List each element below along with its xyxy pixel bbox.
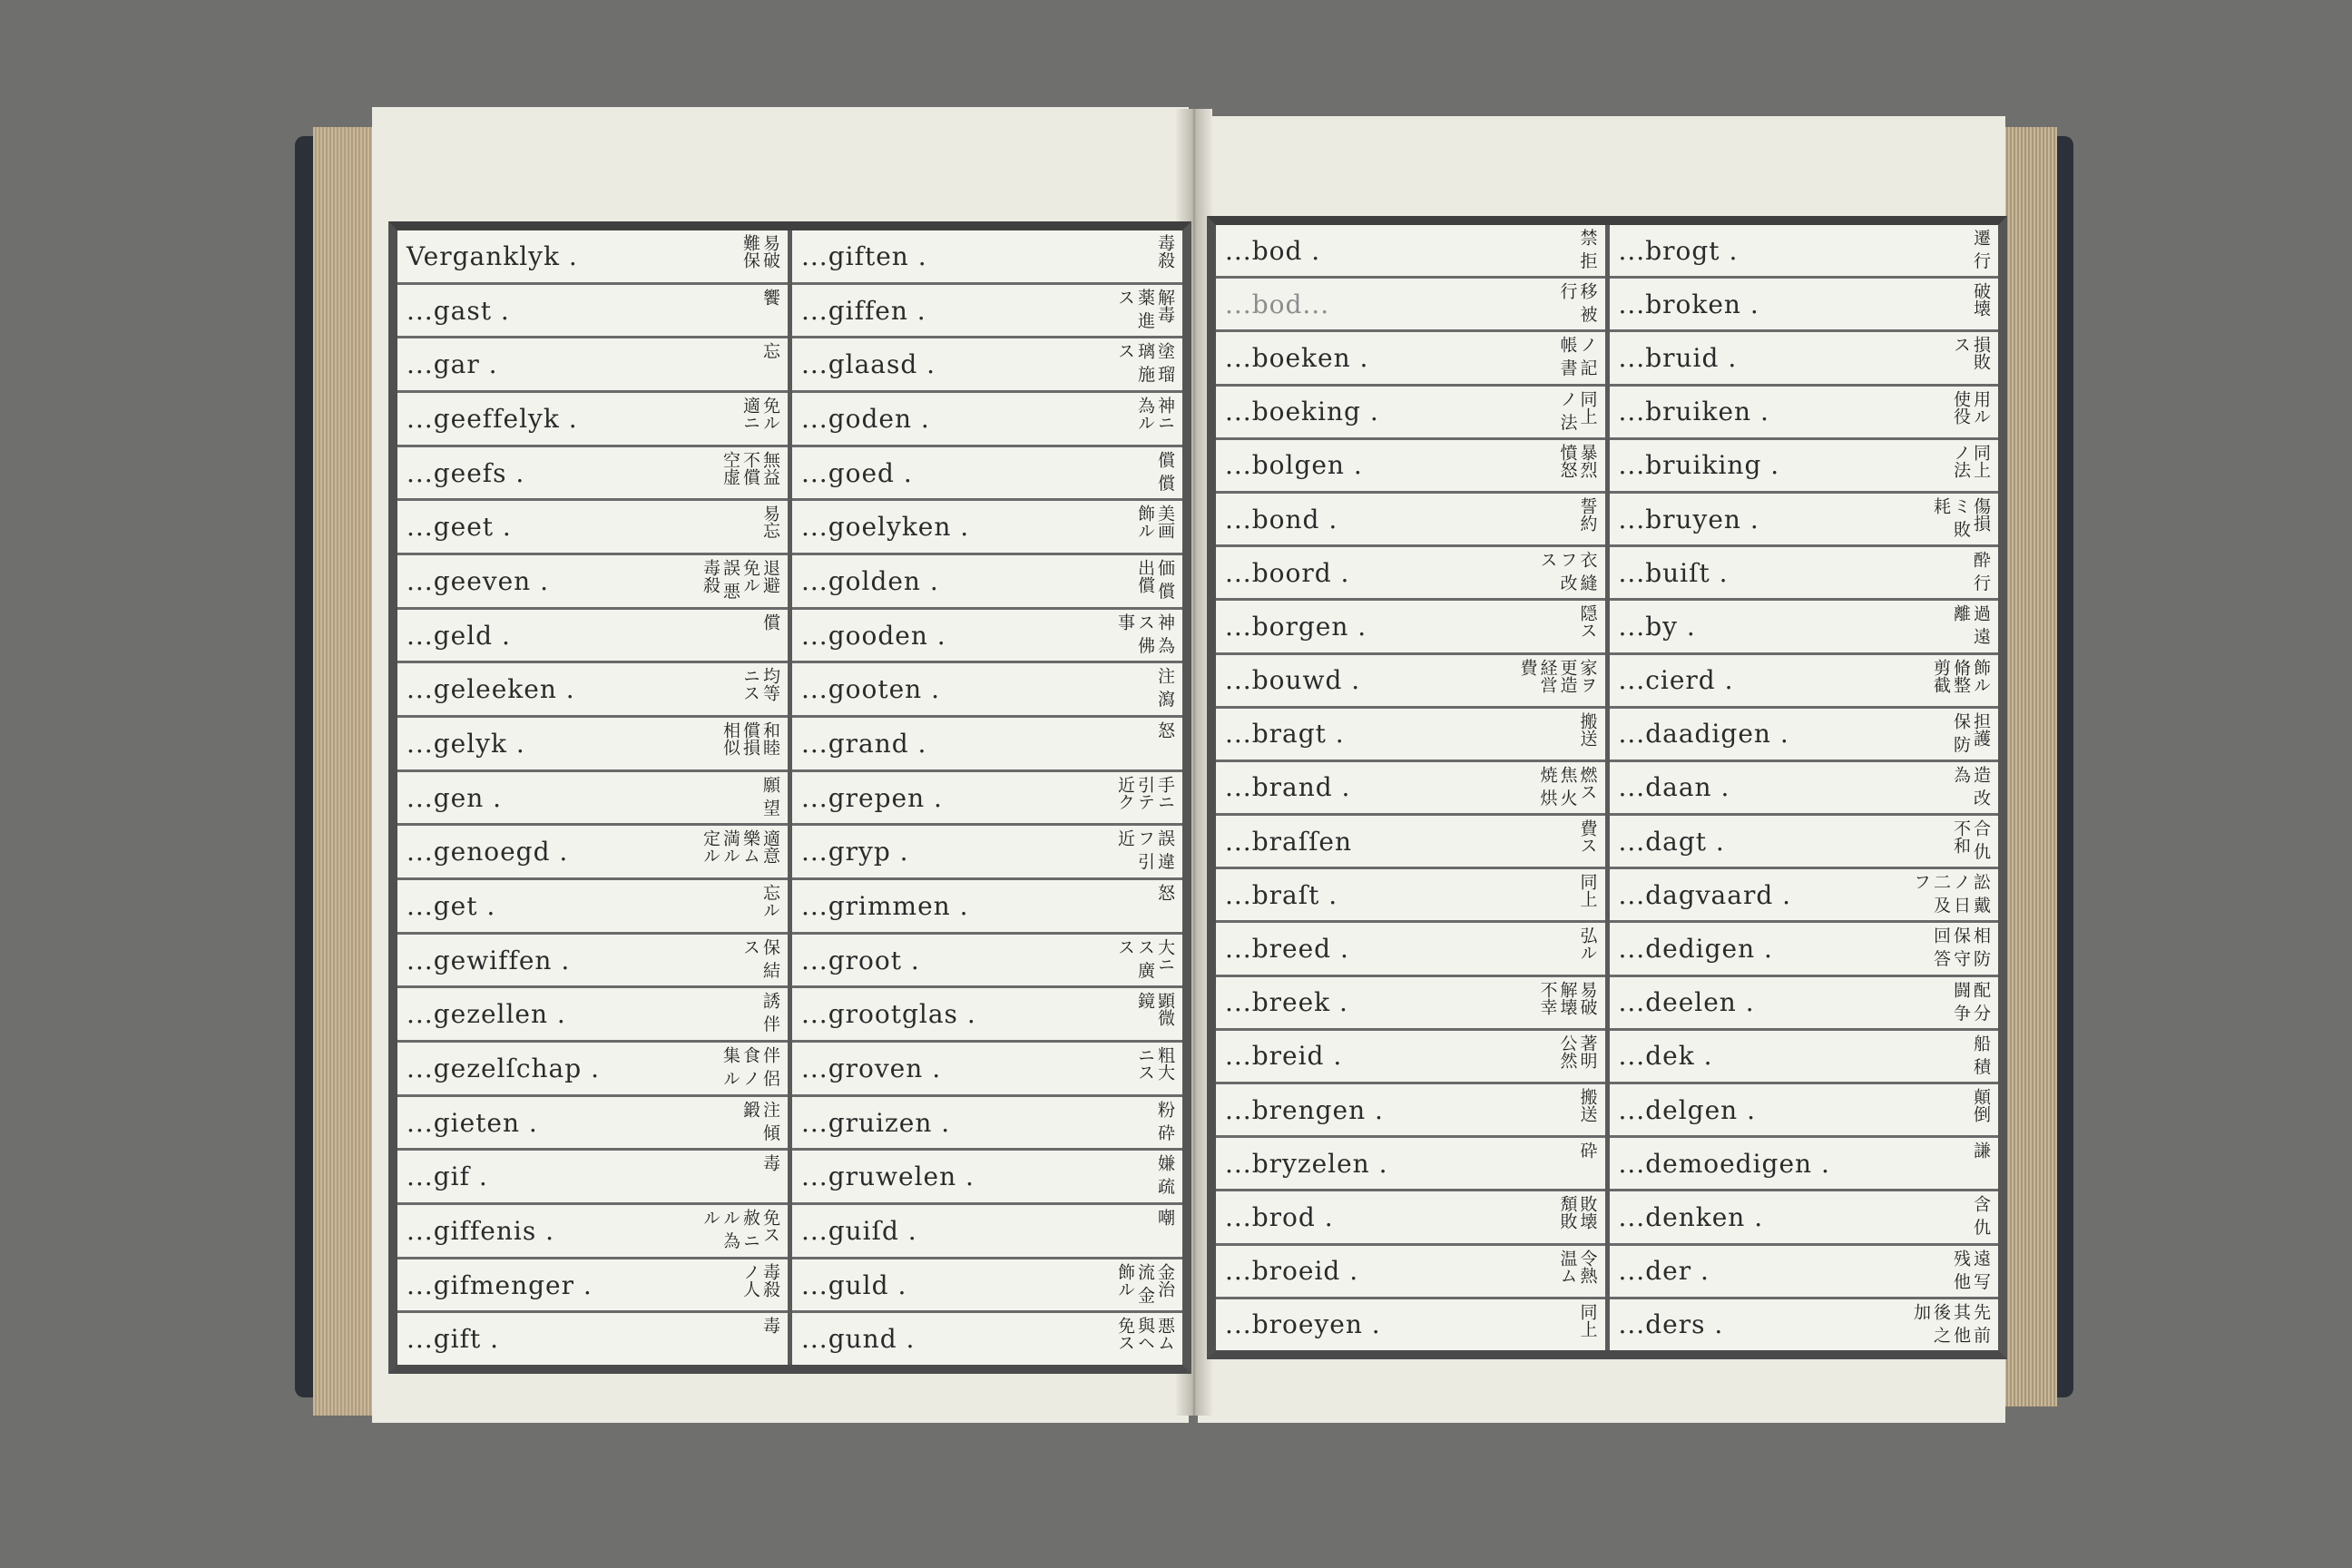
dictionary-entry (1610, 762, 1999, 816)
entry-word: ...daan . (1618, 772, 1730, 803)
left-column-1 (397, 230, 788, 1365)
left-page-table (388, 221, 1191, 1374)
dictionary-entry (792, 610, 1182, 664)
left-column-2 (788, 230, 1182, 1365)
entry-word: ...guiſd . (801, 1215, 917, 1246)
entry-gloss: 同上 ノ 法 (1557, 389, 1598, 430)
dictionary-entry (1610, 1191, 1999, 1245)
entry-word: ...grepen . (801, 782, 943, 813)
entry-gloss: 伴 侶 食 ノ 集 ル (720, 1046, 780, 1087)
dictionary-entry (1216, 869, 1605, 923)
entry-word: ...grootglas . (801, 999, 976, 1030)
entry-gloss: 易破 解壊 不幸 (1537, 980, 1598, 1015)
entry-gloss: 忘ル (760, 884, 780, 919)
dictionary-entry (1216, 709, 1605, 762)
entry-word: ...goden . (801, 403, 930, 434)
entry-gloss: 毒 (760, 1317, 780, 1335)
entry-gloss: 手ニ 引テ 近ク (1115, 775, 1175, 810)
entry-gloss: ノ 記 帳 書 (1557, 336, 1598, 377)
dictionary-entry (1610, 1138, 1999, 1191)
entry-word: ...gast . (407, 295, 510, 326)
entry-word: ...groven . (801, 1053, 942, 1083)
entry-word: ...gryp . (801, 837, 909, 867)
dictionary-entry (397, 1097, 788, 1152)
dictionary-entry (397, 285, 788, 339)
entry-word: ...golden . (801, 565, 939, 596)
entry-gloss: 無益 不償 空虚 (720, 450, 780, 485)
dictionary-entry (1216, 762, 1605, 816)
dictionary-entry (397, 555, 788, 610)
dictionary-entry (397, 663, 788, 718)
entry-word: ...goelyken . (801, 512, 970, 543)
entry-gloss: 神 為ス 佛事 (1115, 612, 1175, 653)
dictionary-entry (792, 772, 1182, 827)
dictionary-entry (397, 447, 788, 502)
dictionary-entry (792, 393, 1182, 447)
entry-gloss: 破壊 (1971, 282, 1991, 318)
entry-word: ...bolgen . (1225, 450, 1363, 481)
entry-word: ...by . (1618, 611, 1696, 642)
dictionary-entry (1216, 923, 1605, 976)
entry-gloss: 神ニ 為ル (1135, 397, 1175, 432)
entry-gloss: 顕微 鏡 (1135, 992, 1175, 1027)
entry-word: ...bouwd . (1225, 665, 1361, 696)
dictionary-entry (1216, 547, 1605, 601)
dictionary-entry (792, 285, 1182, 339)
dictionary-entry (1610, 225, 1999, 279)
entry-gloss: 解毒 薬 進ス (1115, 288, 1175, 328)
dictionary-entry (792, 1151, 1182, 1205)
dictionary-entry (397, 393, 788, 447)
entry-gloss: 砕 (1577, 1142, 1598, 1160)
dictionary-entry (792, 880, 1182, 935)
entry-word: ...genoegd . (407, 837, 569, 867)
entry-word: ...geeffelyk . (407, 403, 578, 434)
entry-gloss: 塗 瑠璃 施ス (1115, 342, 1175, 383)
entry-word: ...brand . (1225, 772, 1351, 803)
dictionary-entry (792, 1313, 1182, 1365)
dictionary-entry (792, 663, 1182, 718)
entry-gloss: 訟 戴 ノ 日 二 及 フ (1911, 873, 1991, 914)
entry-gloss: 著明 公然 (1557, 1034, 1598, 1069)
page-edges-right (2001, 127, 2057, 1406)
dictionary-entry (1216, 1299, 1605, 1350)
right-column-2 (1605, 225, 1999, 1350)
entry-gloss: 均等 ニス (740, 667, 780, 702)
dictionary-entry (792, 935, 1182, 989)
entry-gloss: 遷 行 (1971, 229, 1991, 270)
entry-word: ...breek . (1225, 987, 1348, 1018)
entry-word: ...breed . (1225, 934, 1349, 965)
dictionary-entry (1610, 977, 1999, 1031)
entry-gloss: 怒 (1155, 884, 1175, 902)
entry-word: ...dek . (1618, 1041, 1713, 1072)
entry-gloss: 敗壊 頽敗 (1557, 1195, 1598, 1230)
entry-gloss: 大ニス 廣ス (1115, 937, 1175, 978)
entry-gloss: 毒殺 ノ人 (740, 1262, 780, 1298)
entry-gloss: 怒 (1155, 721, 1175, 740)
entry-word: ...bruyen . (1618, 504, 1759, 534)
entry-gloss: 忘 (760, 342, 780, 360)
entry-word: ...bod... (1225, 289, 1330, 319)
entry-gloss: 美画 飾ル (1135, 505, 1175, 540)
entry-gloss: 毒殺 (1155, 234, 1175, 269)
dictionary-entry (1216, 494, 1605, 547)
dictionary-entry (397, 772, 788, 827)
entry-word: ...geleeken . (407, 674, 575, 705)
entry-word: ...gelyk . (407, 728, 525, 759)
dictionary-entry (1610, 1031, 1999, 1084)
dictionary-entry (397, 935, 788, 989)
page-edges-left (313, 127, 377, 1416)
entry-gloss: 暴烈 憤怒 (1557, 443, 1598, 478)
entry-word: ...geeven . (407, 565, 549, 596)
entry-gloss: 同上 (1577, 873, 1598, 908)
entry-gloss: 粗大 ニス (1135, 1046, 1175, 1082)
entry-gloss: 易破 難保 (740, 234, 780, 269)
entry-gloss: 償 償 (1155, 450, 1175, 491)
entry-gloss: 令熱 温ム (1557, 1249, 1598, 1284)
entry-word: ...bruiken . (1618, 397, 1769, 427)
entry-word: ...broeid . (1225, 1256, 1359, 1287)
dictionary-entry (1216, 279, 1605, 332)
dictionary-entry (792, 555, 1182, 610)
entry-word: ...grand . (801, 728, 927, 759)
dictionary-entry (1610, 332, 1999, 386)
dictionary-entry (1216, 977, 1605, 1031)
entry-gloss: 同上 ノ法 (1951, 443, 1991, 478)
dictionary-entry (1216, 1138, 1605, 1191)
entry-word: Verganklyk . (407, 240, 578, 271)
dictionary-entry (397, 880, 788, 935)
entry-word: ...gruizen . (801, 1107, 951, 1138)
entry-gloss: 禁 拒 (1577, 229, 1598, 270)
entry-word: ...breid . (1225, 1041, 1343, 1072)
dictionary-entry (397, 338, 788, 393)
entry-word: ...delgen . (1618, 1094, 1756, 1125)
entry-word: ...ders . (1618, 1309, 1724, 1340)
entry-word: ...bod . (1225, 235, 1321, 266)
entry-word: ...cierd . (1618, 665, 1734, 696)
dictionary-entry (792, 1205, 1182, 1259)
entry-word: ...giften . (801, 240, 927, 271)
dictionary-entry (792, 826, 1182, 880)
entry-gloss: 隠ス (1577, 604, 1598, 640)
entry-gloss: 饗 (760, 288, 780, 306)
entry-gloss: 退避 免ル 誤 悪 毒殺 (701, 559, 780, 600)
entry-word: ...get . (407, 890, 496, 921)
entry-gloss: 毒 (760, 1154, 780, 1172)
dictionary-entry (1216, 332, 1605, 386)
entry-word: ...braſt . (1225, 879, 1338, 910)
entry-gloss: 合 仇 不和 (1951, 819, 1991, 860)
entry-word: ...glaasd . (801, 349, 936, 380)
entry-gloss: 価 償 出償 (1135, 559, 1175, 600)
entry-word: ...deelen . (1618, 987, 1755, 1018)
entry-gloss: 悪ム 與ヘ 免ス (1115, 1317, 1175, 1352)
entry-gloss: 家ヲ 更造 経営 費 (1517, 658, 1598, 693)
dictionary-entry (397, 1043, 788, 1097)
entry-word: ...borgen . (1225, 611, 1367, 642)
entry-word: ...gieten . (407, 1107, 538, 1138)
entry-word: ...boeking . (1225, 397, 1379, 427)
entry-word: ...daadigen . (1618, 719, 1789, 750)
dictionary-entry (1610, 440, 1999, 494)
entry-word: ...bond . (1225, 504, 1338, 534)
entry-gloss: 和睦 償損 相似 (720, 721, 780, 757)
dictionary-entry (792, 1097, 1182, 1152)
entry-gloss: 願 望 (760, 775, 780, 816)
entry-word: ...gif . (407, 1161, 488, 1192)
entry-gloss: 金治 流 金 飾ル (1115, 1262, 1175, 1303)
entry-word: ...gezelſchap . (407, 1053, 600, 1083)
entry-gloss: 注 傾 鍛 (740, 1100, 780, 1141)
entry-gloss: 保 結ス (740, 937, 780, 978)
entry-gloss: 弘ル (1577, 926, 1598, 962)
dictionary-entry (1610, 1084, 1999, 1138)
entry-word: ...denken . (1618, 1201, 1764, 1232)
dictionary-entry (1610, 387, 1999, 440)
entry-gloss: 謙 (1971, 1142, 1991, 1160)
dictionary-entry (397, 718, 788, 772)
entry-word: ...geld . (407, 620, 511, 651)
entry-word: ...der . (1618, 1256, 1710, 1287)
dictionary-entry (792, 988, 1182, 1043)
dictionary-entry (792, 230, 1182, 285)
entry-gloss: 損敗 ス (1951, 336, 1991, 371)
entry-word: ...gen . (407, 782, 503, 813)
entry-word: ...braſſen (1225, 826, 1353, 857)
entry-gloss: 燃ス 焦 火 焼 烘 (1537, 765, 1598, 806)
entry-gloss: 相 防 保 守 回 答 (1931, 926, 1991, 967)
entry-gloss: 償 (760, 612, 780, 631)
entry-gloss: 易忘 (760, 505, 780, 540)
entry-gloss: 費ス (1577, 819, 1598, 855)
dictionary-entry (1216, 440, 1605, 494)
dictionary-entry (397, 1205, 788, 1259)
entry-gloss: 免ル 適ニ (740, 397, 780, 432)
entry-gloss: 用ル 使役 (1951, 389, 1991, 425)
dictionary-entry (1610, 816, 1999, 869)
entry-gloss: 適意 樂ム 満ル 定ル (701, 829, 780, 865)
entry-word: ...grimmen . (801, 890, 969, 921)
dictionary-entry (397, 826, 788, 880)
dictionary-entry (1216, 816, 1605, 869)
entry-word: ...boord . (1225, 557, 1350, 588)
entry-gloss: 免ス 赦 ニル 為ル (701, 1209, 780, 1250)
dictionary-entry (397, 1313, 788, 1365)
dictionary-entry (397, 1151, 788, 1205)
entry-word: ...gift . (407, 1324, 499, 1355)
entry-gloss: 配 分 闘 争 (1951, 980, 1991, 1021)
entry-gloss: 同上 (1577, 1302, 1598, 1338)
dictionary-entry (792, 718, 1182, 772)
entry-gloss: 搬送 (1577, 711, 1598, 747)
dictionary-entry (1216, 601, 1605, 654)
entry-word: ...dedigen . (1618, 934, 1773, 965)
entry-gloss: 船 積 (1971, 1034, 1991, 1074)
entry-word: ...gar . (407, 349, 498, 380)
entry-gloss: 注 瀉 (1155, 667, 1175, 708)
entry-word: ...bruiking . (1618, 450, 1780, 481)
entry-gloss: 担護 保 防 (1951, 711, 1991, 752)
entry-word: ...broeyen . (1225, 1309, 1381, 1340)
entry-word: ...gooden . (801, 620, 946, 651)
right-page-table (1207, 216, 2007, 1359)
dictionary-entry (792, 501, 1182, 555)
dictionary-entry (1216, 1031, 1605, 1084)
entry-word: ...geet . (407, 512, 512, 543)
entry-word: ...gezellen . (407, 999, 566, 1030)
entry-gloss: 誤 違フ 引近 (1115, 829, 1175, 870)
dictionary-entry (1610, 279, 1999, 332)
entry-word: ...bryzelen . (1225, 1148, 1388, 1179)
entry-word: ...guld . (801, 1269, 907, 1300)
entry-word: ...brogt . (1618, 235, 1739, 266)
dictionary-entry (397, 610, 788, 664)
entry-gloss: 含 仇 (1971, 1195, 1991, 1236)
dictionary-entry (792, 1259, 1182, 1314)
dictionary-entry (1610, 923, 1999, 976)
entry-word: ...gruwelen . (801, 1161, 975, 1192)
entry-gloss: 粉 砕 (1155, 1100, 1175, 1141)
dictionary-entry (1216, 1191, 1605, 1245)
dictionary-entry (1610, 869, 1999, 923)
entry-gloss: 嫌 疏 (1155, 1154, 1175, 1195)
entry-word: ...groot . (801, 945, 920, 975)
entry-word: ...giffen . (801, 295, 926, 326)
dictionary-entry (1610, 494, 1999, 547)
dictionary-entry (1610, 709, 1999, 762)
dictionary-entry (1610, 547, 1999, 601)
entry-word: ...bruid . (1618, 342, 1738, 373)
dictionary-entry (792, 338, 1182, 393)
entry-gloss: 搬送 (1577, 1088, 1598, 1122)
dictionary-entry (1216, 1084, 1605, 1138)
entry-word: ...gooten . (801, 674, 940, 705)
entry-word: ...giffenis . (407, 1215, 555, 1246)
entry-word: ...gund . (801, 1324, 916, 1355)
entry-word: ...gewiffen . (407, 945, 571, 975)
dictionary-entry (1610, 655, 1999, 709)
entry-word: ...broken . (1618, 289, 1759, 319)
entry-gloss: 誓約 (1577, 496, 1598, 532)
dictionary-entry (397, 988, 788, 1043)
entry-gloss: 飾ル 脩整 剪截 (1931, 658, 1991, 693)
dictionary-entry (1216, 1246, 1605, 1299)
dictionary-entry (1216, 225, 1605, 279)
entry-gloss: 先 前 其 他 後 之 加 (1911, 1302, 1991, 1343)
entry-gloss: 顛倒 (1971, 1088, 1991, 1122)
entry-gloss: 嘲 (1155, 1209, 1175, 1227)
dictionary-entry (1610, 601, 1999, 654)
entry-gloss: 傷損 ミ 敗耗 (1931, 496, 1991, 537)
entry-gloss: 遠 写 残 他 (1951, 1249, 1991, 1289)
entry-gloss: 過 遠離 (1951, 604, 1991, 645)
dictionary-entry (1610, 1246, 1999, 1299)
entry-word: ...dagvaard . (1618, 879, 1792, 910)
entry-word: ...goed . (801, 457, 913, 488)
entry-word: ...boeken . (1225, 342, 1369, 373)
entry-word: ...demoedigen . (1618, 1148, 1830, 1179)
right-column-1 (1216, 225, 1605, 1350)
entry-word: ...brod . (1225, 1201, 1334, 1232)
dictionary-entry (792, 447, 1182, 502)
entry-gloss: 移 被 行 (1557, 282, 1598, 323)
entry-word: ...buiſt . (1618, 557, 1729, 588)
dictionary-entry (1216, 655, 1605, 709)
entry-word: ...dagt . (1618, 826, 1725, 857)
entry-gloss: 造 改 為 (1951, 765, 1991, 806)
entry-gloss: 衣 縫フ 改ス (1537, 551, 1598, 592)
dictionary-entry (792, 1043, 1182, 1097)
dictionary-entry (397, 230, 788, 285)
entry-word: ...geefs . (407, 457, 525, 488)
entry-gloss: 酔 行 (1971, 551, 1991, 592)
dictionary-entry (1610, 1299, 1999, 1350)
entry-word: ...brengen . (1225, 1094, 1384, 1125)
entry-word: ...gifmenger . (407, 1269, 593, 1300)
dictionary-entry (397, 1259, 788, 1314)
dictionary-entry (397, 501, 788, 555)
entry-gloss: 誘 伴 (760, 992, 780, 1033)
entry-word: ...bragt . (1225, 719, 1345, 750)
dictionary-entry (1216, 387, 1605, 440)
